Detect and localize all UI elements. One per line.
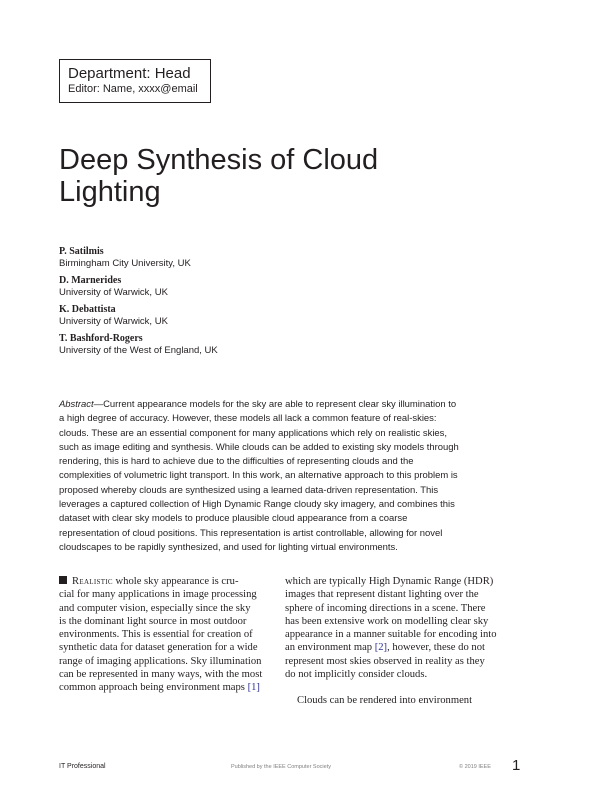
author-name: T. Bashford-Rogers [59,333,143,344]
paper-title-line: Deep Synthesis of Cloud [59,144,379,176]
footer-journal: IT Professional [59,763,106,770]
abstract-line: leverages a captured collection of High Dynamic Range cloudy sky imagery, and combines this [59,499,455,511]
body-line: has been extensive work on modelling clear sky [285,615,489,627]
abstract-line: rendering, this is hard to achieve due to the difficulties of representing clouds and the [59,456,414,468]
author-affiliation: Birmingham City University, UK [59,258,191,269]
author-name: D. Marnerides [59,275,122,286]
body-line: synthetic data for dataset generation for a wide [59,642,258,654]
body-line: range of imaging applications. Sky illumination [59,655,262,667]
body-line: environments. This is essential for creation of [59,629,253,641]
department-editor: Editor: Name, xxxx@email [68,83,198,95]
body-line: do not implicitly consider clouds. [285,669,428,681]
section-marker-square-icon [59,576,67,584]
body-column-right [285,575,497,708]
body-line [59,681,271,694]
abstract-line: a high degree of accuracy. However, these models all lack a common feature of real-skies: [59,413,437,425]
body-line: is the dominant light source in most outdoor [59,615,247,627]
body-line: which are typically High Dynamic Range (HDR) [285,576,494,587]
body-line-text: common approach being environment maps [59,682,248,694]
author-entry [59,275,459,299]
lead-word: Realistic [72,576,113,587]
abstract-line: representation of cloud positions. This representation is artist controllable, allowing for novel [59,527,443,539]
body-line: represent most skies observed in reality as they [285,655,485,667]
page-number: 1 [512,757,521,774]
author-affiliation: University of Warwick, UK [59,316,168,327]
paper-title-line: Lighting [59,176,161,208]
body-line: images that represent distant lighting over the [285,589,479,601]
paper-title [59,144,559,208]
abstract-line: clouds. These are an essential component for many applications which rely on realistic skies, [59,427,448,439]
abstract-line-text: —Current appearance models for the sky are able to represent clear sky illumination to [93,399,457,410]
footer-publisher: Published by the IEEE Computer Society [231,764,331,770]
abstract-line: such as image editing and synthesis. While clouds can be added to existing sky models through [59,441,459,453]
body-line [285,641,497,654]
abstract [59,398,553,555]
body-line-text: an environment map [285,642,375,654]
author-entry [59,304,459,328]
body-line [59,668,271,681]
author-name: P. Satilmis [59,246,104,257]
body-line-text: can be represented in many ways, with the most [59,669,263,681]
abstract-line: proposed whereby clouds are synthesized using a learned data-driven representation. This [59,484,439,496]
body-line: appearance in a manner suitable for encoding into [285,629,497,641]
footer-copyright: © 2019 IEEE [459,764,491,770]
author-name: K. Debattista [59,304,116,315]
department-box [59,59,211,103]
body-column-left [59,575,271,695]
author-entry [59,333,459,357]
citation-link[interactable]: [1] [247,682,260,694]
abstract-line: cloudscapes to be rapidly synthesized, and used for lighting virtual environments. [59,541,398,553]
citation-link[interactable]: [2] [374,642,388,654]
abstract-line: dataset with clear sky models to produce plausible cloud appearance from a coarse [59,513,408,525]
author-list [59,246,459,362]
body-line-text: , however, these do not [387,642,485,654]
author-affiliation: University of Warwick, UK [59,287,168,298]
abstract-line: complexities of volumetric light transport. In this work, an alternative approach to this problem is [59,470,458,482]
author-entry [59,246,459,270]
body-line: cial for many applications in image processing [59,589,257,601]
abstract-label: Abstract [59,399,94,410]
body-line-text: whole sky appearance is cru- [112,576,239,587]
body-line: sphere of incoming directions in a scene. There [285,602,486,614]
body-line: Clouds can be rendered into environment [297,695,473,707]
abstract-line [59,398,553,412]
body-line [59,575,271,588]
department-title: Department: Head [68,65,191,82]
body-line: and computer vision, especially since the sky [59,602,251,614]
author-affiliation: University of the West of England, UK [59,345,218,356]
